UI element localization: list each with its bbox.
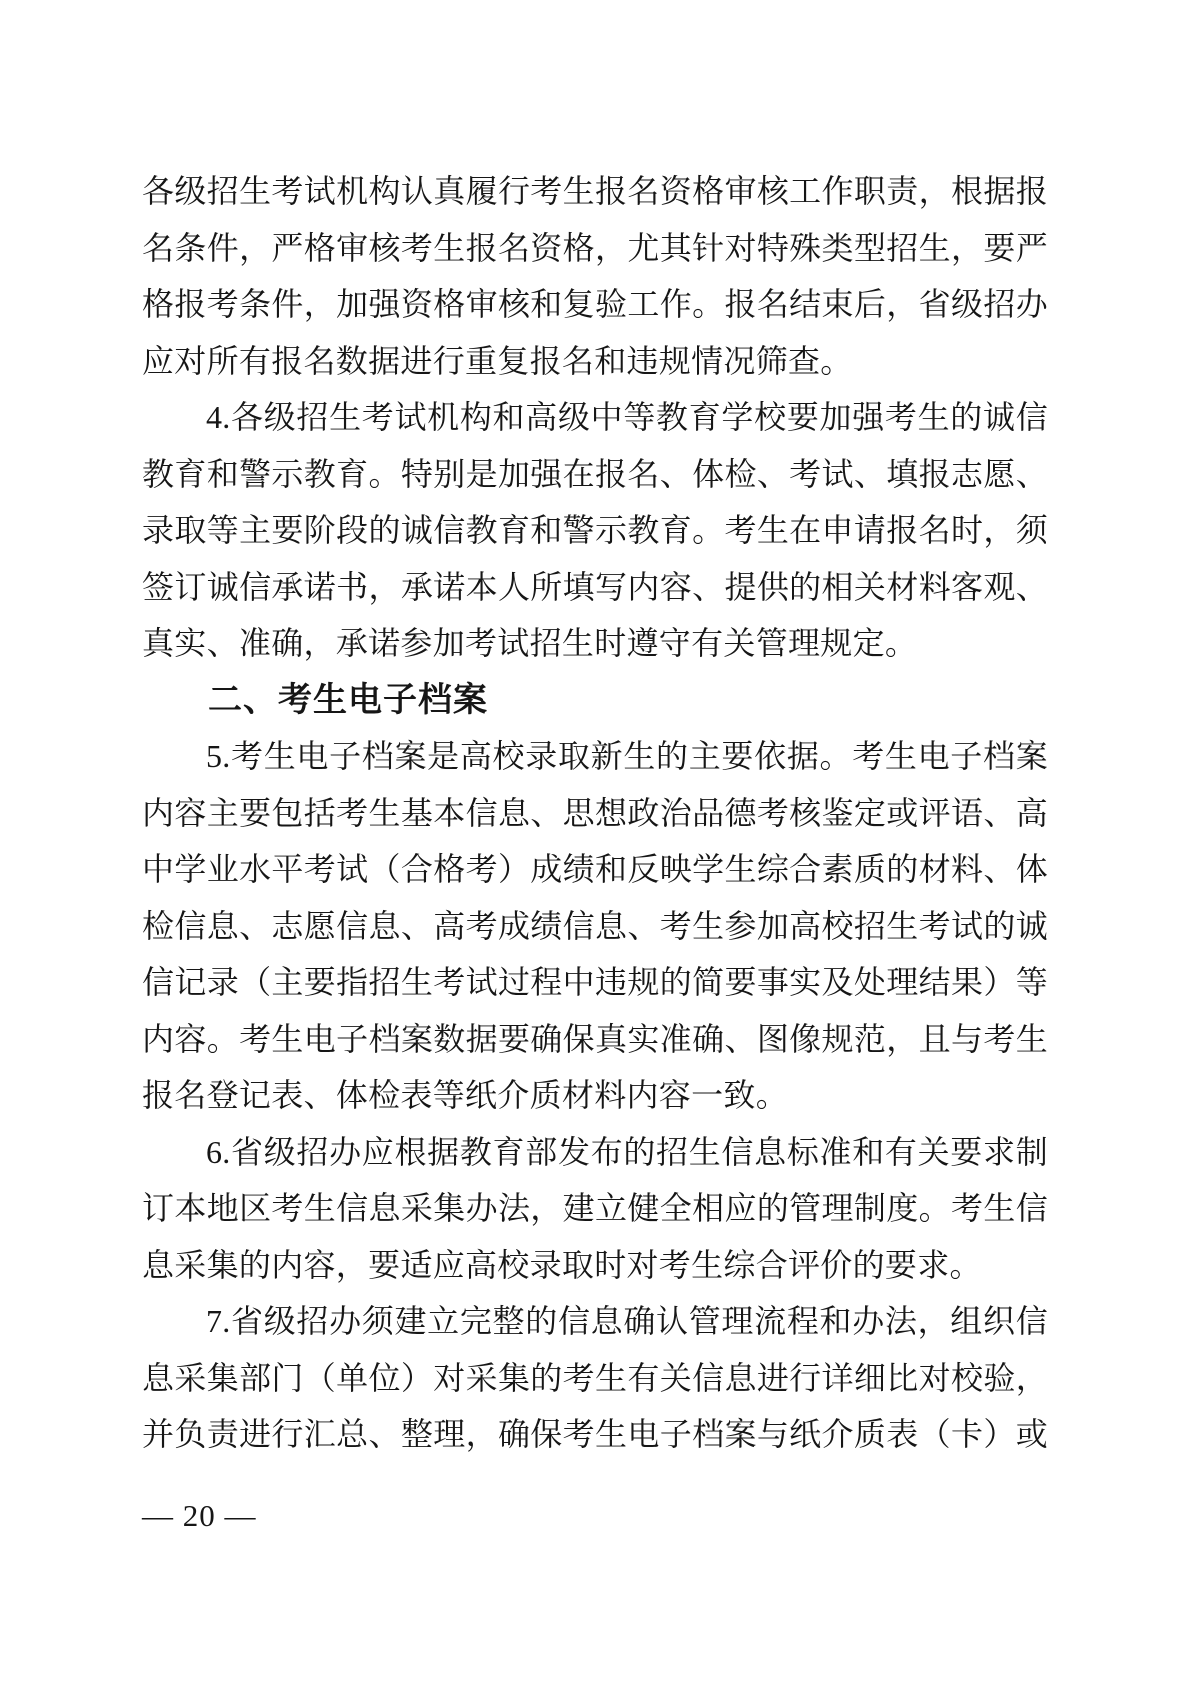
text-line: 各级招生考试机构认真履行考生报名资格审核工作职责，根据报 xyxy=(142,173,1048,209)
text-line: 签订诚信承诺书，承诺本人所填写内容、提供的相关材料客观、 xyxy=(142,568,1048,605)
text-line: 真实、准确，承诺参加考试招生时遵守有关管理规定。 xyxy=(142,625,918,661)
text-line: 5.考生电子档案是高校录取新生的主要依据。考生电子档案 xyxy=(206,738,1048,774)
text-line: 4.各级招生考试机构和高级中等教育学校要加强考生的诚信 xyxy=(206,399,1048,435)
text-line: 息采集部门（单位）对采集的考生有关信息进行详细比对校验， xyxy=(142,1359,1048,1396)
text-line: 并负责进行汇总、整理，确保考生电子档案与纸介质表（卡）或 xyxy=(142,1416,1048,1452)
text-line: 中学业水平考试（合格考）成绩和反映学生综合素质的材料、体 xyxy=(142,851,1048,887)
text-line: 检信息、志愿信息、高考成绩信息、考生参加高校招生考试的诚 xyxy=(142,907,1048,944)
document-text-block xyxy=(142,163,1048,1463)
text-line: 录取等主要阶段的诚信教育和警示教育。考生在申请报名时，须 xyxy=(142,512,1048,548)
page-number: — 20 — xyxy=(142,1498,257,1533)
text-line: 报名登记表、体检表等纸介质材料内容一致。 xyxy=(142,1077,789,1113)
text-line: 7.省级招办须建立完整的信息确认管理流程和办法，组织信 xyxy=(206,1303,1048,1339)
text-line: 订本地区考生信息采集办法，建立健全相应的管理制度。考生信 xyxy=(142,1190,1048,1226)
text-line: 信记录（主要指招生考试过程中违规的简要事实及处理结果）等 xyxy=(142,964,1048,1000)
text-line: 教育和警示教育。特别是加强在报名、体检、考试、填报志愿、 xyxy=(142,455,1048,492)
text-line: 息采集的内容，要适应高校录取时对考生综合评价的要求。 xyxy=(142,1246,982,1283)
text-line: 名条件，严格审核考生报名资格，尤其针对特殊类型招生，要严 xyxy=(142,229,1048,266)
text-line: 内容。考生电子档案数据要确保真实准确、图像规范，且与考生 xyxy=(142,1020,1048,1057)
text-line: 应对所有报名数据进行重复报名和违规情况筛查。 xyxy=(142,342,853,379)
text-line: 内容主要包括考生基本信息、思想政治品德考核鉴定或评语、高 xyxy=(142,794,1048,831)
text-line: 格报考条件，加强资格审核和复验工作。报名结束后，省级招办 xyxy=(142,286,1048,322)
section-heading: 二、考生电子档案 xyxy=(208,680,488,719)
text-line: 6.省级招办应根据教育部发布的招生信息标准和有关要求制 xyxy=(206,1133,1048,1170)
